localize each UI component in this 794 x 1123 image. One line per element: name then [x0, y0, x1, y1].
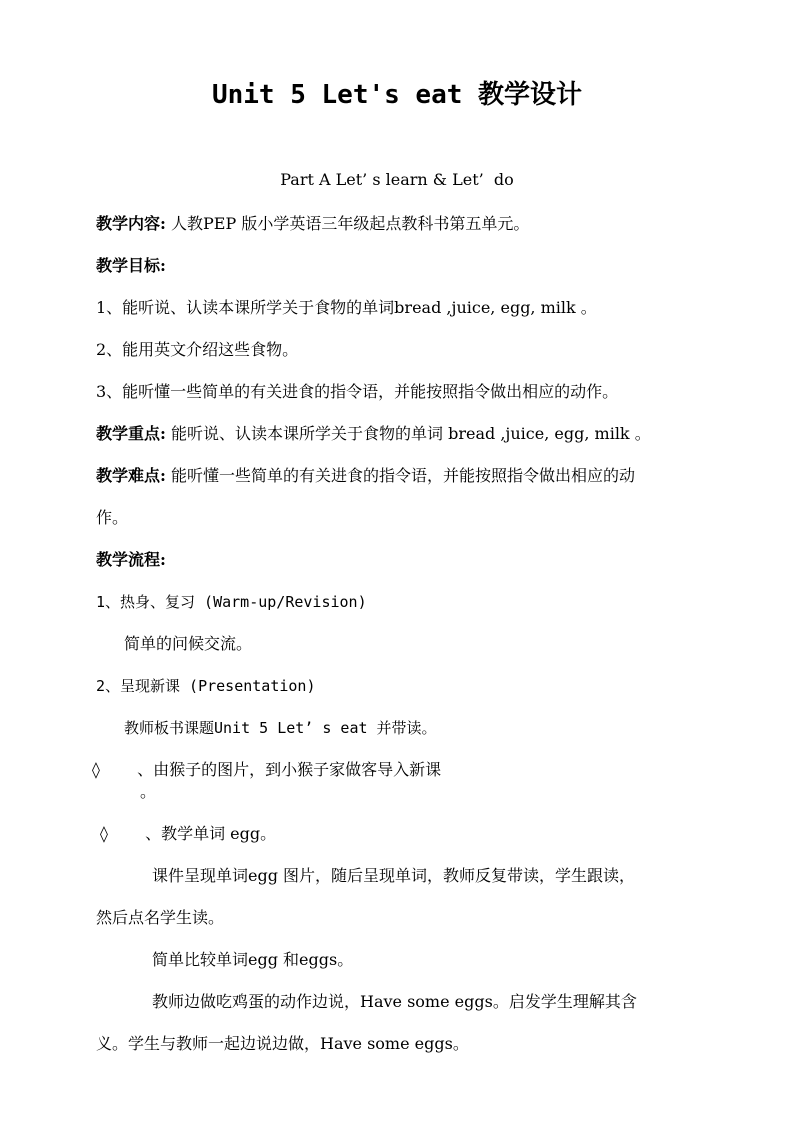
- step-1-title: 1、热身、复习 (Warm-up/Revision): [96, 593, 367, 611]
- goal-item-1: 1、能听说、认读本课所学关于食物的单词bread ,juice, egg, milk 。: [96, 298, 597, 317]
- content-line: [96, 212, 529, 236]
- process-label: 教学流程:: [96, 550, 166, 569]
- goal-item-3: 3、能听懂一些简单的有关进食的指令语，并能按照指令做出相应的动作。: [96, 382, 619, 401]
- difficulty-continuation: 作。: [96, 508, 129, 527]
- bullet-2-mark: ◊: [100, 824, 108, 843]
- content-label: 教学内容:: [96, 214, 166, 233]
- bullet-1: [92, 758, 441, 782]
- step-2-title: 2、呈现新课 (Presentation): [96, 677, 316, 695]
- bullet-2-text: 、教学单词 egg。: [145, 824, 277, 843]
- paragraph-3-line-2: 义。学生与教师一起边说边做，Have some eggs。: [96, 1034, 469, 1053]
- key-point-text: 能听说、认读本课所学关于食物的单词 bread ,juice, egg, milk 。: [171, 424, 651, 443]
- paragraph-2: 简单比较单词egg 和eggs。: [152, 950, 354, 969]
- goals-label: 教学目标:: [96, 256, 166, 275]
- bullet-1-text: 、由猴子的图片，到小猴子家做客导入新课: [137, 760, 442, 779]
- bullet-1-continuation: 。: [140, 782, 157, 801]
- difficulty-line: [96, 464, 635, 488]
- difficulty-text: 能听懂一些简单的有关进食的指令语，并能按照指令做出相应的动: [171, 466, 636, 485]
- bullet-2: [100, 822, 276, 846]
- goal-item-2: 2、能用英文介绍这些食物。: [96, 340, 299, 359]
- content-text: 人教PEP 版小学英语三年级起点教科书第五单元。: [171, 214, 530, 233]
- paragraph-1-line-1: 课件呈现单词egg 图片，随后呈现单词，教师反复带读，学生跟读，: [152, 866, 636, 885]
- step-2-text: 教师板书课题Unit 5 Let’ s eat 并带读。: [124, 719, 437, 737]
- key-point-label: 教学重点:: [96, 424, 166, 443]
- step-1-text: 简单的问候交流。: [124, 634, 253, 653]
- page-title: Unit 5 Let's eat 教学设计: [211, 80, 583, 110]
- page-subtitle: Part A Let’ s learn & Let’ do: [280, 170, 514, 189]
- difficulty-label: 教学难点:: [96, 466, 166, 485]
- paragraph-1-line-2: 然后点名学生读。: [96, 908, 225, 927]
- bullet-1-mark: ◊: [92, 760, 100, 779]
- paragraph-3-line-1: 教师边做吃鸡蛋的动作边说，Have some eggs。启发学生理解其含: [152, 992, 637, 1011]
- key-point-line: [96, 422, 651, 446]
